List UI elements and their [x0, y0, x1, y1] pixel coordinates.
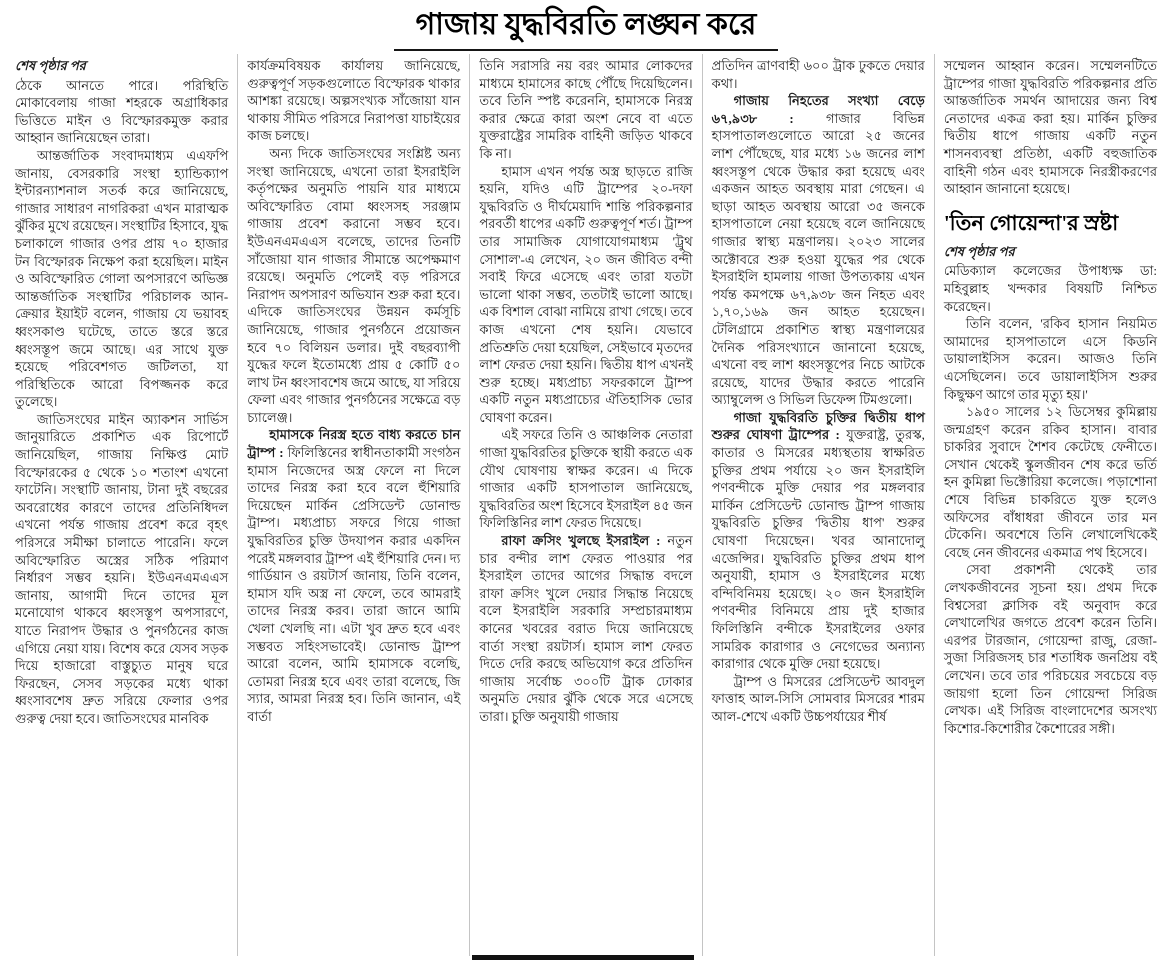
inline-subhead-death-toll: গাজায় নিহতের সংখ্যা বেড়ে ৬৭,৯৩৮ : [711, 93, 925, 126]
article-headline-wrap [6, 4, 1166, 54]
column-2 [237, 54, 469, 956]
paragraph: আন্তর্জাতিক সংবাদমাধ্যম এএফপি জানায়, বেসরকারি সংস্থা হ্যান্ডিক্যাপ ইন্টারন্যাশনাল সতর্ক করে জানিয়েছে, গাজার সাধারণ নাগরিকরা এখন মারাত্মক ঝুঁকির মুখে রয়েছেন। সংস্থাটির হিসাবে, যুদ্ধ চলাকালে গাজার ওপর প্রায় ৭০ হাজার টন বিস্ফোরক নিক্ষেপ করা হয়েছিল। মাইন ও অবিস্ফোরিত গোলা অপসারণে অভিজ্ঞ আন্তর্জাতিক সংস্থাটির পরিচালক আন-ক্রেয়ার ইয়াইট বলেন, গাজায় যে ভয়াবহ ধ্বংসকাণ্ড ঘটেছে, তাতে স্তরে স্তরে ধ্বংসস্তূপ জমে আছে। এর সাথে যুক্ত হয়েছে পরিবেশগত জটিলতা, যা পরিস্থিতিকে আরো বিপজ্জনক করে তুলেছে। [15, 147, 229, 410]
paragraph-with-subhead [247, 426, 460, 725]
paragraph: অন্য দিকে জাতিসংঘের সংশ্লিষ্ট অন্য সংস্থা জানিয়েছে, এখনো তারা ইসরাইলি কর্তৃপক্ষের অনুমতি পায়নি যার মাধ্যমে অবিস্ফোরিত বোমা ধ্বংসসহ সরঞ্জাম গাজায় প্রবেশ করানো সম্ভব হবে। ইউএনএমএএস বলেছে, তাদের তিনটি সাঁজোয়া যান গাজার সীমান্তে অপেক্ষমাণ রয়েছে। অনুমতি পেলেই বড় পরিসরে নিরাপদ অপসারণ অভিযান শুরু করা হবে। এদিকে জাতিসংঘের উন্নয়ন কর্মসূচি জানিয়েছে, গাজার পুনর্গঠনে প্রয়োজন হবে ৭০ বিলিয়ন ডলার। দুই বছরব্যাপী যুদ্ধের ফলে ইতোমধ্যে প্রায় ৫ কোটি ৫০ লাখ টন ধ্বংসাবশেষ জমে আছে, যা সরিয়ে ফেলা এবং গাজার পুনর্গঠনের সক্ষেত্রে বড় চ্যালেঞ্জ। [247, 145, 461, 425]
paragraph: এই সফরে তিনি ও আঞ্চলিক নেতারা গাজা যুদ্ধবিরতির চুক্তিকে স্থায়ী করতে এক যৌথ ঘোষণায় স্বাক্ষর করেন। এ দিকে গাজার একটি হাসপাতাল জানিয়েছে, যুদ্ধবিরতির অংশ হিসেবে ইসরাইল ৪৫ জন ফিলিস্তিনির লাশ ফেরত দিয়েছে। [479, 427, 693, 531]
column-1 [6, 54, 237, 956]
paragraph: সেবা প্রকাশনী থেকেই তার লেখকজীবনের সূচনা হয়। প্রথম দিকে বিশ্বসেরা ক্লাসিক বই অনুবাদ করে লেখালেখির জগতে প্রবেশ করেন তিনি। এরপর টারজান, গোয়েন্দা রাজু, রেজা-সুজা সিরিজসহ চার শতাধিক জনপ্রিয় বই লেখেন। তবে তার পরিচয়ের সবচেয়ে বড় জায়গা হলো তিন গোয়েন্দা সিরিজ লেখক। এই সিরিজ বাংলাদেশের অসংখ্য কিশোর-কিশোরীর কৈশোরের সঙ্গী। [943, 562, 1158, 736]
inline-subhead-second-phase: গাজা যুদ্ধবিরতি চুক্তির দ্বিতীয় ধাপ শুরুর ঘোষণা ট্রাম্পের : [711, 409, 925, 443]
column-5 [934, 54, 1166, 956]
paragraph-text: নতুন চার বন্দীর লাশ ফেরত পাওয়ার পর ইসরাইল তাদের আগের সিদ্ধান্ত বদলে রাফা ক্রসিং খুলে দেয়ার সিদ্ধান্ত নিয়েছে বলে ইসরাইলি সরকারি সম্প্রচারমাধ্যম কানের খবরের বরাত দিয়ে জানিয়েছে বার্তা সংস্থা রয়টার্স। হামাস লাশ ফেরত দিতে দেরি করছে অভিযোগ করে প্রতিদিন গাজায় সর্বোচ্চ ৩০০টি ট্রাক ঢোকার অনুমতি দেয়ার ঝুঁকি থেকে সরে এসেছে তারা। চুক্তি অনুযায়ী গাজায় [479, 533, 693, 724]
paragraph-text: যুক্তরাষ্ট্র, তুরস্ক, কাতার ও মিসরের মধ্যস্থতায় স্বাক্ষরিত চুক্তির প্রথম পর্যায়ে ২০ জন ইসরাইলি পণবন্দীকে মুক্তি দেয়ার পর মঙ্গলবার মার্কিন প্রেসিডেন্ট ডোনাল্ড ট্রাম্প গাজায় যুদ্ধবিরতি চুক্তির 'দ্বিতীয় ধাপ' শুরুর ঘোষণা দিয়েছেন। খবর আনাদোলু এজেন্সির। যুদ্ধবিরতি চুক্তির প্রথম ধাপ অনুযায়ী, হামাস ও ইসরাইলের মধ্যে বন্দিবিনিময় হয়েছে। ২০ জন ইসরাইলি পণবন্দীর বিনিময়ে প্রায় দুই হাজার ফিলিস্তিনি বন্দীকে ইসরাইলের ওফার সামরিক কারাগার ও নেগেভের অন্যান্য কারাগার থেকে মুক্তি দেয়া হয়েছে। [711, 427, 925, 672]
paragraph-with-subhead [712, 409, 925, 673]
paragraph: ঠেকে আনতে পারে। পরিস্থিতি মোকাবেলায় গাজা শহরকে অগ্রাধিকার ভিত্তিতে মাইন ও বিস্ফোরকমুক্ত করার আহ্বান জানিয়েছেন তারা। [15, 77, 229, 146]
inline-subhead-rafah-crossing: রাফা ক্রসিং খুলছে ইসরাইল : [501, 533, 661, 549]
paragraph-with-subhead [479, 532, 692, 726]
paragraph: সম্মেলন আহ্বান করেন। সম্মেলনটিতে ট্রাম্পের গাজা যুদ্ধবিরতি পরিকল্পনার প্রতি আন্তর্জাতিক সমর্থন আদায়ের জন্য বিশ্ব নেতাদের একত্র করা হয়। মার্কিন চুক্তির দ্বিতীয় ধাপে গাজায় একটি নতুন শাসনব্যবস্থা প্রতিষ্ঠা, একটি বহুজাতিক বাহিনী গঠন এবং হামাসকে নিরস্ত্রীকরণের আহ্বান জানানো হয়েছে। [943, 58, 1158, 197]
column-3 [469, 54, 701, 956]
paragraph: তিনি বলেন, 'রকিব হাসান নিয়মিত আমাদের হাসপাতালে এসে কিডনি ডায়ালাইসিস করেন। আজও তিনি এসেছিলেন। তবে ডায়ালাইসিস শুরুর কিছুক্ষণ আগে তার মৃত্যু হয়।' [943, 316, 1158, 402]
paragraph: প্রতিদিন ত্রাণবাহী ৬০০ ট্রাক ঢুকতে দেয়ার কথা। [711, 58, 925, 91]
paragraph: হামাস এখন পর্যন্ত অস্ত্র ছাড়তে রাজি হয়নি, যদিও এটি ট্রাম্পের ২০-দফা যুদ্ধবিরতি ও দীর্ঘমেয়াদি শান্তি পরিকল্পনার পরবর্তী ধাপের একটি গুরুত্বপূর্ণ শর্ত। ট্রাম্প তার সামাজিক যোগাযোগমাধ্যম 'ট্রুথ সোশাল'-এ লেখেন, ২০ জন জীবিত বন্দী সবাই ফিরে এসেছে এবং তারা যতটা ভালো থাকা সম্ভব, ততটাই ভালো আছে। এক বিশাল বোঝা নামিয়ে রাখা গেছে। তবে কাজ এখনো শেষ হয়নি। যেভাবে প্রতিশ্রুতি দেয়া হয়েছিল, সেইভাবে মৃতদের লাশ ফেরত দেয়া হয়নি। দ্বিতীয় ধাপ এখনই শুরু হচ্ছে। মধ্যপ্রাচ্য সফরকালে ট্রাম্প একটি নতুন মধ্যপ্রাচ্যের ঐতিহাসিক ভোর ঘোষণা করেন। [479, 163, 693, 425]
section-divider [472, 955, 694, 960]
continued-from-label: শেষ পৃষ্ঠার পর [943, 243, 1015, 259]
article-headline-gaza-ceasefire: গাজায় যুদ্ধবিরতি লঙ্ঘন করে [394, 6, 779, 51]
paragraph-text: গাজার বিভিন্ন হাসপাতালগুলোতে আরো ২৫ জনের লাশ পৌঁছেছে, যার মধ্যে ১৬ জনের লাশ ধ্বংসস্তূপ থেকে উদ্ধার করা হয়েছে এবং একজন আহত অবস্থায় মারা গেছেন। এ ছাড়া আহত অবস্থায় আরো ৩৫ জনকে হাসপাতালে নেয়া হয়েছে বলে জানিয়েছে গাজার স্বাস্থ্য মন্ত্রণালয়। ২০২৩ সালের অক্টোবরে শুরু হওয়া যুদ্ধের পর থেকে ইসরাইলি হামলায় গাজা উপত্যকায় এখন পর্যন্ত কমপক্ষে ৬৭,৯৩৮ জন নিহত এবং ১,৭০,১৬৯ জন আহত হয়েছেন। টেলিগ্রামে প্রকাশিত স্বাস্থ্য মন্ত্রণালয়ের দৈনিক পরিসংখ্যানে জানানো হয়েছে, এখনো বহু লাশ ধ্বংসস্তূপের নিচে আটকে রয়েছে, যাদের উদ্ধার করতে পারেনি অ্যাম্বুলেন্স ও সিভিল ডিফেন্স টিমগুলো। [711, 110, 925, 408]
paragraph: জাতিসংঘের মাইন অ্যাকশন সার্ভিস জানুয়ারিতে প্রকাশিত এক রিপোর্টে জানিয়েছিল, গাজায় নিক্ষিপ্ত মোট বিস্ফোরকের ৫ থেকে ১০ শতাংশ এখনো ফাটেনি। সংস্থাটি জানায়, টানা দুই বছরের অবরোধের কারণে তাদের প্রতিনিধিদল এখনো পর্যন্ত গাজায় প্রবেশ করে বৃহৎ পরিসরে সমীক্ষা চালাতে পারেনি। ফলে অবিস্ফোরিত অস্ত্রের সঠিক পরিমাণ নির্ধারণ সম্ভব হয়নি। ইউএনএমএএস জানায়, আগামী দিনে তাদের মূল মনোযোগ থাকবে ধ্বংসস্তূপ অপসারণে, যাতে নিরাপদ উদ্ধার ও পুনর্গঠনের কাজ এগিয়ে নেয়া যায়। বিশেষ করে যেসব সড়ক দিয়ে হাজারো বাস্তুচ্যুত মানুষ ঘরে ফিরছেন, সেসব সড়কের মধ্যে থাকা ধ্বংসাবশেষ দ্রুত সরিয়ে ফেলার ওপর গুরুত্ব দেয়া হবে। জাতিসংঘের মানবিক [15, 411, 229, 726]
article-headline-tin-goyenda: 'তিন গোয়েন্দা'র স্রষ্টা [943, 210, 1119, 235]
paragraph: কার্যক্রমবিষয়ক কার্যালয় জানিয়েছে, গুরুত্বপূর্ণ সড়কগুলোতে বিস্ফোরক থাকার আশঙ্কা রয়েছে। অল্পসংখ্যক সাঁজোয়া যান থাকায় সীমিত পরিসরে নিরাপত্তা যাচাইয়ের কাজ চলছে। [247, 58, 461, 144]
inline-subhead-hamas-disarm: হামাসকে নিরস্ত্র হতে বাধ্য করতে চান ট্রাম্প : [247, 427, 461, 461]
column-4 [702, 54, 934, 956]
paragraph: তিনি সরাসরি নয় বরং আমার লোকদের মাধ্যমে হামাসের কাছে পৌঁছে দিয়েছিলেন। তবে তিনি স্পষ্ট করেননি, হামাসকে নিরস্ত্র করার ক্ষেত্রে কারা অংশ নেবে বা এতে যুক্তরাষ্ট্রের সামরিক বাহিনী জড়িত থাকবে কি না। [479, 58, 693, 161]
article-columns [6, 54, 1166, 956]
paragraph: মেডিক্যাল কলেজের উপাধ্যক্ষ ডা: মহিবুল্লাহ খন্দকার বিষয়টি নিশ্চিত করেছেন। [943, 263, 1158, 314]
continued-from-label: শেষ পৃষ্ঠার পর [15, 58, 86, 73]
paragraph-with-subhead [712, 92, 925, 409]
paragraph-text: ফিলিস্তিনের স্বাধীনতাকামী সংগঠন হামাস নিজেদের অস্ত্র ফেলে না দিলে তাদের নিরস্ত্র করা হবে বলে হুঁশিয়ারি দিয়েছেন মার্কিন প্রেসিডেন্ট ডোনাল্ড ট্রাম্প। মধ্যপ্রাচ্য সফরে গিয়ে গাজা যুদ্ধবিরতির চুক্তি উদযাপন করার একদিন পরেই মঙ্গলবার ট্রাম্প এই হুঁশিয়ারি দেন। দ্য গার্ডিয়ান ও রয়টার্স জানায়, তিনি বলেন, হামাস যদি অস্ত্র না ফেলে, তবে আমরাই তাদের নিরস্ত্র করব। তারা জানে আমি খেলা খেলছি না। এটা খুব দ্রুত হবে এবং সম্ভবত সহিংসভাবেই। ডোনাল্ড ট্রাম্প আরো বলেন, আমি হামাসকে বলেছি, তোমরা নিরস্ত্র হবে এবং তারা বলেছে, জি স্যার, আমরা নিরস্ত্র হব। তিনি জানান, এই বার্তা [247, 445, 461, 724]
paragraph: ট্রাম্প ও মিসরের প্রেসিডেন্ট আবদুল ফাত্তাহ আল-সিসি সোমবার মিসরের শারম আল-শেখে একটি উচ্চপর্যায়ের শীর্ষ [711, 673, 925, 724]
paragraph: ১৯৫০ সালের ১২ ডিসেম্বর কুমিল্লায় জন্মগ্রহণ করেন রকিব হাসান। বাবার চাকরির সুবাদে শৈশব কেটেছে ফেনীতে। সেখান থেকেই স্কুলজীবন শেষ করে ভর্তি হন কুমিল্লা ভিক্টোরিয়া কলেজে। পড়াশোনা শেষে বিভিন্ন চাকরিতে যুক্ত হলেও অফিসের বাঁধাধরা জীবনে তার মন টেকেনি। অবশেষে তিনি লেখালেখিকেই বেছে নেন জীবনের একমাত্র পথ হিসেবে। [943, 404, 1158, 560]
